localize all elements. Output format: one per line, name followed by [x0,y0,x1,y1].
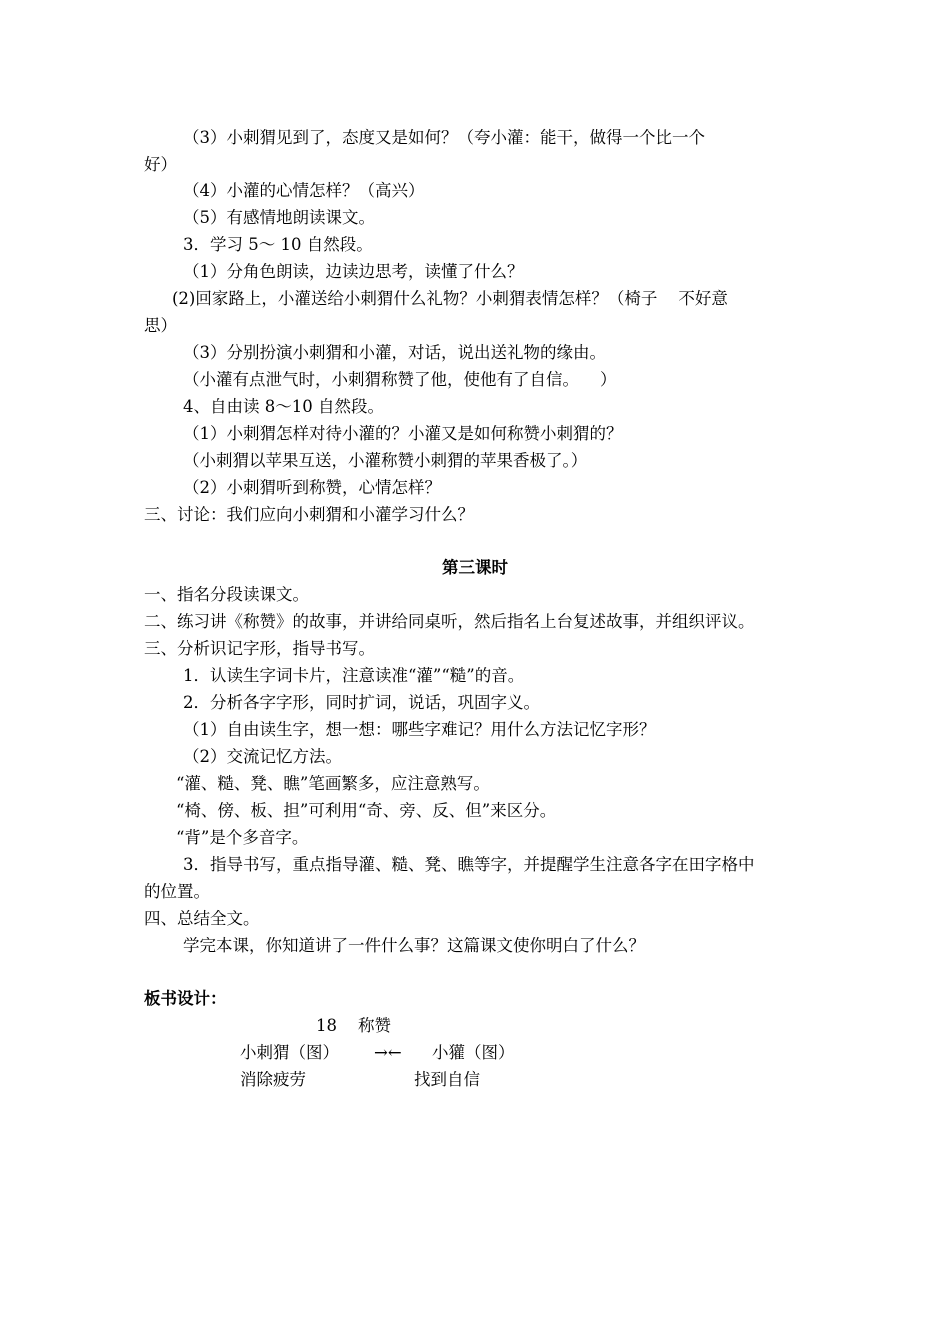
text-line: 3．指导书写，重点指导灌、糙、凳、瞧等字，并提醒学生注意各字在田字格中 [183,855,755,874]
text-line: 的位置。 [144,882,210,901]
text-line: (2)回家路上，小灌送给小刺猬什么礼物？小刺猬表情怎样？（椅子 不好意 [172,289,728,308]
text-line: （5）有感情地朗读课文。 [183,208,375,227]
board-left-bottom: 消除疲劳 [240,1070,306,1089]
text-line: 思） [144,316,177,335]
board-title: 18 称赞 [316,1016,391,1035]
text-line: （小刺猬以苹果互送，小灌称赞小刺猬的苹果香极了。） [183,451,588,470]
text-line: “椅、傍、板、担”可利用“奇、旁、反、但”来区分。 [176,801,557,820]
text-line: 四、总结全文。 [144,909,260,928]
text-line: （1）小刺猬怎样对待小灌的？小灌又是如何称赞小刺猬的？ [183,424,623,443]
text-line: 1．认读生字词卡片，注意读准“灌”“糙”的音。 [183,666,525,685]
text-line: 学完本课，你知道讲了一件什么事？这篇课文使你明白了什么？ [183,936,645,955]
text-line: 2．分析各字字形，同时扩词，说话，巩固字义。 [183,693,540,712]
board-left-top: 小刺猬（图） [240,1043,339,1062]
text-line: 三、分析识记字形，指导书写。 [144,639,375,658]
text-line: 一、指名分段读课文。 [144,585,309,604]
text-line: （2）交流记忆方法。 [183,747,342,766]
section-title: 第三课时 [442,558,508,577]
board-heading: 板书设计： [144,989,227,1008]
text-line: “灌、糙、凳、瞧”笔画繁多，应注意熟写。 [176,774,490,793]
text-line: 3．学习 5～ 10 自然段。 [183,235,373,254]
text-line: （1）分角色朗读，边读边思考，读懂了什么？ [183,262,524,281]
text-line: （3）分别扮演小刺猬和小灌，对话，说出送礼物的缘由。 [183,343,606,362]
text-line: 好） [144,155,177,174]
text-line: （2）小刺猬听到称赞，心情怎样？ [183,478,441,497]
board-right-bottom: 找到自信 [414,1070,480,1089]
text-line: （4）小灌的心情怎样？（高兴） [183,181,425,200]
text-line: （小灌有点泄气时，小刺猬称赞了他，使他有了自信。 ） [183,370,617,389]
text-line: “背”是个多音字。 [176,828,309,847]
text-line: 三、讨论：我们应向小刺猬和小灌学习什么？ [144,505,474,524]
board-right-top: 小獾（图） [432,1043,515,1062]
text-line: 4、自由读 8～10 自然段。 [183,397,384,416]
text-line: 二、练习讲《称赞》的故事，并讲给同桌听，然后指名上台复述故事，并组织评议。 [144,612,755,631]
arrows-icon: →← [374,1043,402,1062]
text-line: （1）自由读生字，想一想：哪些字难记？用什么方法记忆字形？ [183,720,656,739]
text-line: （3）小刺猬见到了，态度又是如何？（夸小灌：能干，做得一个比一个 [183,128,705,147]
